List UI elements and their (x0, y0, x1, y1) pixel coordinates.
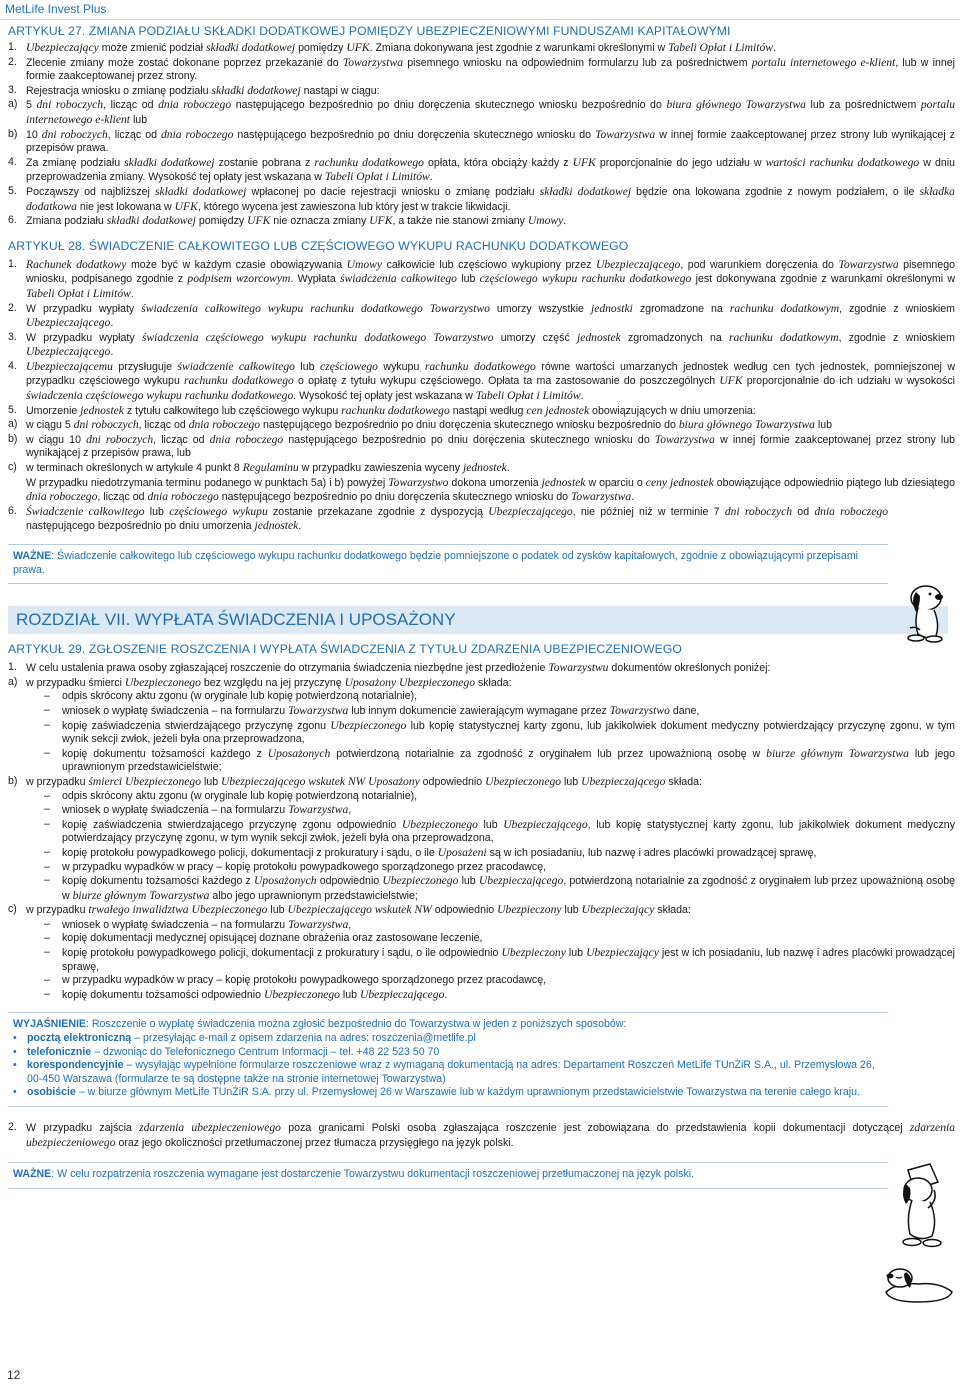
article-27-item-1: 1. Ubezpieczający może zmienić podział składki dodatkowej pomiędzy UFK. Zmiana dokonywana jest zgodnie z warunkami określonymi w Tabeli Opłat i Limitów. (8, 41, 776, 54)
list-item: – kopię dokumentacji medycznej opisującej doznane obrażenia oraz zastosowane leczenie, (44, 932, 483, 945)
explanation-item-mail: • korespondencyjnie – wysyłając wypełnione formularze roszczeniowe wraz z wymaganą dokumentacją na adres: Departament Roszczeń MetLife TUnŻiR S.A., ul. Przemysłowa 26, 00-450 Warszawa (formularze te są dostępne także na stronie internetowej Towarzystwa) (13, 1059, 875, 1085)
important-note-article-29: WAŻNE: W celu rozpatrzenia roszczenia wymagane jest dostarczenie Towarzystwu dokumentacji roszczeniowej przetłumaczonej na język polski. (8, 1162, 888, 1189)
running-header: MetLife Invest Plus (5, 2, 107, 16)
article-28-item-5-paragraph: W przypadku niedotrzymania terminu podanego w punktach 5a) i b) powyżej Towarzystwo dokona umorzenia jednostek w oparciu o ceny jednostek obowiązujące odpowiednio piątego lub dziesiątego dnia roboczego, licząc od dnia roboczego następującego bezpośrednio po dniu doręczenia skutecznego wniosku do Towarzystwa. (26, 475, 955, 504)
article-29-item-2: 2. W przypadku zajścia zdarzenia ubezpieczeniowego poza granicami Polski osoba zgłaszająca roszczenie jest zobowiązana do przedstawienia kopii dokumentacji dotyczącej zdarzenia ubezpieczeniowego oraz jego okoliczności przetłumaczonej przez tłumacza przysięgłego na język polski. (8, 1121, 956, 1149)
article-28-item-2: 2. W przypadku wypłaty świadczenia całkowitego wykupu rachunku dodatkowego Towarzystwo umorzy wszystkie jednostki zgromadzone na rachunku dodatkowym, zgodnie z wnioskiem Ubezpieczającego. (8, 301, 955, 330)
chapter-7-heading: ROZDZIAŁ VII. WYPŁATA ŚWIADCZENIA I UPOSAŻONY (8, 606, 948, 634)
snoopy-phone-icon (888, 1160, 956, 1248)
list-item: – kopię zaświadczenia stwierdzającego przyczynę zgonu odpowiednio Ubezpieczonego lub Ubezpieczającego, lub kopię statystycznej karty zgonu, lub jakikolwiek dokument medyczny potwierdzający przyczynę zgonu, w tym wynik sekcji zwłok, jeżeli była ona przeprowadzona, (44, 817, 955, 845)
page-number: 12 (7, 1368, 21, 1382)
explanation-item-phone: • telefonicznie – dzwoniąc do Telefonicznego Centrum Informacji – tel. +48 22 523 50 70 (13, 1045, 440, 1058)
article-27-title: ARTYKUŁ 27. ZMIANA PODZIAŁU SKŁADKI DODATKOWEJ POMIĘDZY UBEZPIECZENIOWYMI FUNDUSZAMI KAPITAŁOWYMI (8, 24, 731, 38)
article-27-item-2: 2. Zlecenie zmiany może zostać dokonane poprzez przekazanie do Towarzystwa pisemnego wniosku na odpowiednim formularzu lub za pośrednictwem portalu internetowego e-klient, lub w innej formie zaakceptowanej przez strony. (8, 55, 955, 83)
list-item: – kopię dokumentu tożsamości każdego z Uposażonych odpowiednio Ubezpieczonego lub Ubezpieczającego, potwierdzoną notarialnie za zgodność z oryginałem lub przez upoważnioną osobę w biurze głównym Towarzystwa albo jego uprawnionym przedstawicielstwie; (44, 874, 955, 902)
list-item: – odpis skrócony aktu zgonu (w oryginale lub kopię potwierdzoną notarialnie), (44, 690, 418, 703)
article-28-item-5: 5. Umorzenie jednostek z tytułu całkowitego lub częściowego wykupu rachunku dodatkowego nastąpi według cen jednostek obowiązujących w dniu umorzenia: (8, 403, 756, 417)
article-28-item-5b: b) w ciągu 10 dni roboczych, licząc od dnia roboczego następującego bezpośrednio po dniu doręczenia skutecznego wniosku do Towarzystwa w innej formie zaakceptowanej przez strony lub wynikającej z przepisów prawa, lub (8, 432, 955, 460)
article-28-item-5c: c) w terminach określonych w artykule 4 punkt 8 Regulaminu w przypadku zawieszenia wyceny jednostek. (8, 461, 510, 475)
explanation-item-in-person: • osobiście – w biurze głównym MetLife TUnŻiR S.A. przy ul. Przemysłowej 26 w Warszawie lub w każdym uprawnionym przedstawicielstwie Towarzystwa na terenie całego kraju. (13, 1086, 860, 1099)
article-29-item-1a: a) w przypadku śmierci Ubezpieczonego bez względu na jej przyczynę Uposażony Ubezpieczonego składa: (8, 675, 512, 689)
article-28-item-3: 3. W przypadku wypłaty świadczenia częściowego wykupu rachunku dodatkowego Towarzystwo umorzy część jednostek zgromadzonych na rachunku dodatkowym, zgodnie z wnioskiem Ubezpieczającego. (8, 330, 956, 359)
list-item: – kopię protokołu powypadkowego policji, dokumentacji z prokuratury i sądu, o ile odpowiednio Ubezpieczony lub Ubezpieczający jest w ich posiadaniu, lub nazwę i adres placówki prowadzącej sprawę, (44, 946, 955, 973)
list-item: – wniosek o wypłatę świadczenia – na formularzu Towarzystwa, (44, 917, 352, 931)
explanation-box: WYJAŚNIENIE: Roszczenie o wypłatę świadczenia można zgłosić bezpośrednio do Towarzystwa w jeden z poniższych sposobów: • pocztą elektroniczną – przesyłając e-mail z opisem zdarzenia na adres: roszczenia@metlife.pl • telefonicznie – dzwoniąc do Telefonicznego Centrum Informacji – tel. +48 22 523 50 70 • korespondencyjnie – wysyłając wypełnione formularze roszczeniowe wraz z wymaganą dokumentacją na adres: Departament Roszczeń MetLife TUnŻiR S.A., ul. Przemysłowa 26, 00-450 Warszawa (formularze te są dostępne także na stronie internetowej Towarzystwa) • osobiście – w biurze głównym MetLife TUnŻiR S.A. przy ul. Przemysłowej 26 w Warszawie lub w każdym uprawnionym przedstawicielstwie Towarzystwa na terenie całego kraju. (8, 1012, 888, 1107)
article-29-item-1: 1. W celu ustalenia prawa osoby zgłaszającej roszczenie do otrzymania świadczenia niezbędne jest przedłożenie Towarzystwu dokumentów określonych poniżej: (8, 661, 771, 675)
snoopy-sleeping-icon (878, 1252, 958, 1308)
article-27-item-3b: b) 10 dni roboczych, licząc od dnia roboczego następującego bezpośrednio po dniu doręczenia skutecznego wniosku do Towarzystwa w innej formie zaakceptowanej przez strony lub wynikającej z przepisów prawa. (8, 127, 955, 155)
list-item: – kopię zaświadczenia stwierdzającego przyczynę zgonu Ubezpieczonego lub kopię statystycznej karty zgonu, lub jakikolwiek dokument medyczny potwierdzający przyczynę zgonu, w tym wynik sekcji zwłok, jeżeli była ona przeprowadzona, (44, 718, 955, 746)
snoopy-sitting-icon (892, 582, 954, 644)
article-27-item-4: 4. Za zmianę podziału składki dodatkowej zostanie pobrana z rachunku dodatkowego opłata, która obciąży każdy z UFK proporcjonalnie do jego udziału w wartości rachunku dodatkowego w dniu przeprowadzenia zmiany. Wysokość tej opłaty jest wskazana w Tabeli Opłat i Limitów. (8, 155, 955, 184)
article-29-item-1c: c) w przypadku trwałego inwalidztwa Ubezpieczonego lub Ubezpieczającego wskutek NW odpowiednio Ubezpieczony lub Ubezpieczający składa: (8, 903, 691, 917)
article-27-item-3: 3. Rejestracja wniosku o zmianę podziału składki dodatkowej nastąpi w ciągu: (8, 83, 380, 97)
article-27-item-3a: a) 5 dni roboczych, licząc od dnia roboczego następującego bezpośrednio po dniu doręczenia skutecznego wniosku bezpośrednio do biura głównego Towarzystwa lub za pośrednictwem portalu internetowego e-klient lub (8, 98, 956, 126)
page-content (8, 24, 955, 1189)
list-item: – odpis skrócony aktu zgonu (w oryginale lub kopię potwierdzoną notarialnie), (44, 789, 418, 802)
explanation-item-email: • pocztą elektroniczną – przesyłając e-mail z opisem zdarzenia na adres: roszczenia@metlife.pl (13, 1032, 476, 1045)
list-item: – wniosek o wypłatę świadczenia – na formularzu Towarzystwa, (44, 803, 352, 817)
article-29-title: ARTYKUŁ 29. ZGŁOSZENIE ROSZCZENIA I WYPŁATA ŚWIADCZENIA Z TYTUŁU ZDARZENIA UBEZPIECZENIOWEGO (8, 642, 682, 657)
list-item: – kopię protokołu powypadkowego policji, dokumentacji z prokuratury i sądu, o ile Uposażeni są w ich posiadaniu, lub nazwę i adres placówki prowadzącej sprawę, (44, 845, 817, 859)
list-item: – w przypadku wypadków w pracy – kopię protokołu powypadkowego sporządzonego przez pracodawcę, (44, 974, 547, 987)
list-item: – kopię dokumentu tożsamości odpowiednio Ubezpieczonego lub Ubezpieczającego. (44, 987, 448, 1001)
article-29-item-1b: b) w przypadku śmierci Ubezpieczonego lub Ubezpieczającego wskutek NW Uposażony odpowiednio Ubezpieczonego lub Ubezpieczającego składa: (8, 774, 702, 788)
list-item: – kopię dokumentu tożsamości każdego z Uposażonych potwierdzoną notarialnie za zgodność z oryginałem lub przez upoważnioną osobę w biurze głównym Towarzystwa lub jego uprawnionym przedstawicielstwie; (44, 746, 955, 774)
article-28-item-1: 1. Rachunek dodatkowy może być w każdym czasie obowiązywania Umowy całkowicie lub częściowo wykupiony przez Ubezpieczającego, pod warunkiem doręczenia do Towarzystwa pisemnego wniosku, podpisanego zgodnie z podpisem wzorcowym. Wypłata świadczenia całkowitego lub częściowego wykupu rachunku dodatkowego jest dokonywana zgodnie z warunkami określonymi w Tabeli Opłat i Limitów. (8, 257, 955, 300)
article-28-title: ARTYKUŁ 28. ŚWIADCZENIE CAŁKOWITEGO LUB CZĘŚCIOWEGO WYKUPU RACHUNKU DODATKOWEGO (8, 238, 629, 253)
article-28-item-4: 4. Ubezpieczającemu przysługuje świadczenie całkowitego lub częściowego wykupu rachunku dodatkowego równe wartości umarzanych jednostek według cen tych jednostek, pomniejszonej w przypadku częściowego wykupu rachunku dodatkowego o opłatę z tytułu wykupu częściowego. Opłata ta ma zastosowanie do poszczególnych UFK proporcjonalnie do ich udziału w wysokości świadczenia częściowego wykupu rachunku dodatkowego. Wysokość tej opłaty jest wskazana w Tabeli Opłat i Limitów. (8, 359, 956, 403)
article-28-item-6: 6. Świadczenie całkowitego lub częściowego wykupu zostanie przekazane zgodnie z dyspozycją Ubezpieczającego, nie później niż w terminie 7 dni roboczych od dnia roboczego następującego bezpośrednio po dniu umorzenia jednostek. (8, 504, 889, 533)
header-divider (0, 19, 960, 20)
list-item: – w przypadku wypadków w pracy – kopię protokołu powypadkowego sporządzonego przez pracodawcę, (44, 860, 547, 873)
list-item: – wniosek o wypłatę świadczenia – na formularzu Towarzystwa lub innym dokumencie zawierającym wymagane przez Towarzystwo dane, (44, 703, 700, 717)
article-27-item-6: 6. Zmiana podziału składki dodatkowej pomiędzy UFK nie oznacza zmiany UFK, a także nie stanowi zmiany Umowy. (8, 214, 567, 228)
article-27-item-5: 5. Począwszy od najbliższej składki dodatkowej wpłaconej po dacie rejestracji wniosku o zmianę podziału składki dodatkowej będzie ona lokowana zgodnie z nowym podziałem, o ile składka dodatkowa nie jest lokowana w UFK, którego wycena jest zawieszona lub który jest w trakcie likwidacji. (8, 184, 955, 213)
article-28-item-5a: a) w ciągu 5 dni roboczych, licząc od dnia roboczego następującego bezpośrednio po dniu doręczenia skutecznego wniosku bezpośrednio do biura głównego Towarzystwa lub (8, 418, 833, 432)
important-note-article-28: WAŻNE: Świadczenie całkowitego lub częściowego wykupu rachunku dodatkowego będzie pomniejszone o podatek od zysków kapitałowych, zgodnie z obowiązującymi przepisami prawa. (8, 544, 888, 584)
